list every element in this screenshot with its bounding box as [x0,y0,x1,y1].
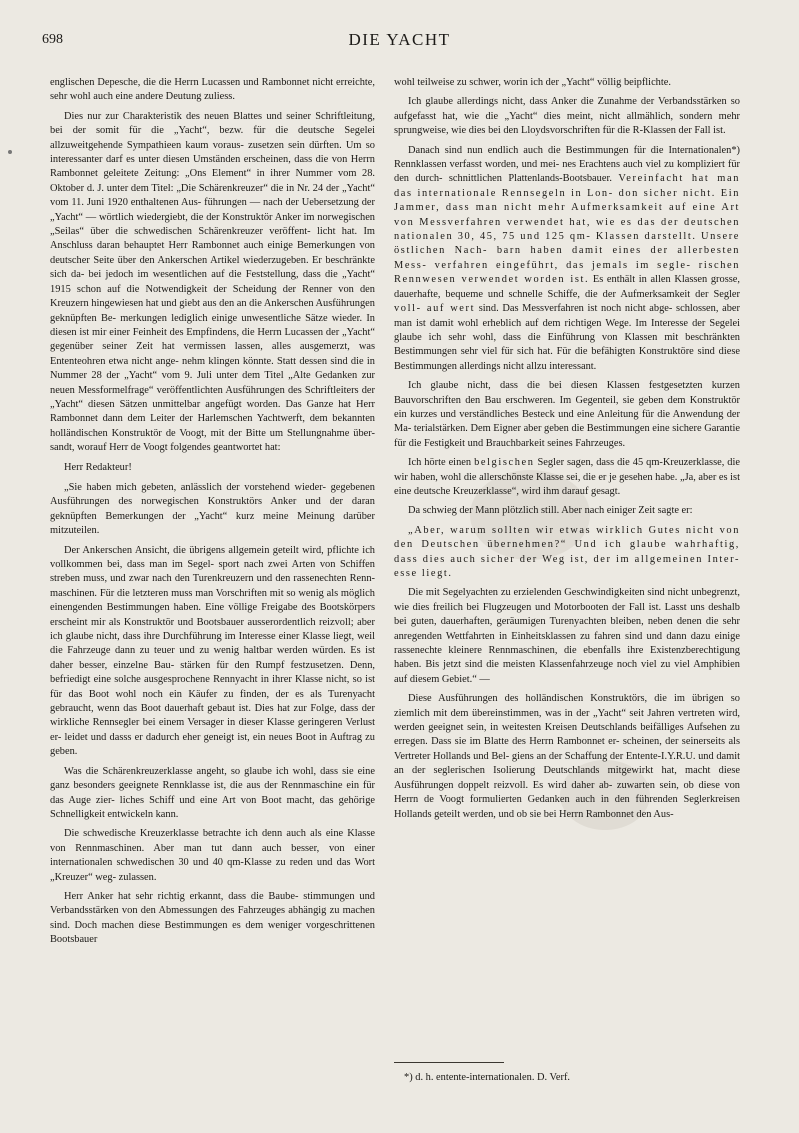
paragraph-text: Es enthält in allen Klassen grosse, dauerhafte, bequeme und schnelle Schiffe, die der Aufmerksamkeit der Segler [394,274,740,300]
paragraph: Diese Ausführungen des holländischen Konstruktörs, die im übrigen so ziemlich mit dem übereinstimmen, was in der „Yacht“ seit Jahren vertreten wird, werden geeignet sein, in weitesten Kreisen Deutschlands beifälliges Aufsehen zu erregen. Dass sie im Blatte des Herrn Rambonnet er- scheinen, der seinerseits als Vertreter Hollands und Bel- giens an der Schaffung der Entente-I.Y.R.U. und damit an der seglerischen Isolierung Deutschlands mitgewirkt hat, macht diese Ausführungen doppelt reizvoll. Es wird daher ab- zuwarten sein, ob diese von Herrn de Voogt formulierten Gedanken auch in den führenden Seglerkreisen Hollands geteilt werden, und ob sie bei Herrn Rambonnet den Aus- [394,693,740,820]
paragraph: Was die Schärenkreuzerklasse angeht, so glaube ich wohl, dass sie eine ganz besonders geeignete Rennklasse ist, die aus der Rennmaschine ein für das Auge zier- liches Schiff und eine Art von Boot macht, das gehörige Schnelligkeit entwickeln kann. [50,765,375,820]
paragraph: Da schwieg der Mann plötzlich still. Aber nach einiger Zeit sagte er: [408,505,693,517]
running-title: DIE YACHT [348,30,451,49]
paragraph: wohl teilweise zu schwer, worin ich der „Yacht“ völlig beipflichte. [394,77,671,88]
paragraph [394,456,740,499]
page-header [40,30,759,54]
footnote: *) d. h. entente-internationalen. D. Verf. [404,1072,571,1083]
paragraph: Der Ankerschen Ansicht, die übrigens allgemein geteilt wird, pflichte ich vollkommen bei, dass man im Segel- sport nach zwei Arten von Schiffen streben muss, und zwar nach den Turenkreuzern und den rassenechten Renn- maschinen. Für die letzteren muss man Vorschriften mit so wenig als möglich einengenden Bestimmungen haben. Eine völlige Freigabe des Bootskörpers erscheint mir als Konstruktör und Bootsbauer ausserordentlich reizvoll; aber ich glaube nicht, dass ihre Durchführung im Interesse einer Klasse liegt, weil die Fahrzeuge dann zu teuer und zu wenig haltbar werden würden. Es ist daher besser, einzelne Bau- stärken für den Rumpf festzusetzen. Denn, befriedigt eine solche ausgesprochene Rennyacht in ihrer Klasse nicht, so ist für das Boot wohl noch ein Käufer zu finden, der es als Turenyacht gebraucht, wenn das Boot dauerhaft gebaut ist. Dies hat zur Folge, dass der wirkliche Rennsegler bei einem Versager in dieser Klasse geringeren Verlust er- leidet und dasss er dadurch eher geneigt ist, ein neues Boot in Auftrag zu geben. [50,544,375,758]
page-number: 698 [42,32,63,47]
paragraph-text: Danach sind nun endlich auch die Bestimmungen für die Internationalen*) Rennklassen verfasst worden, und mei- nes Erachtens auch viel zu kompliziert für den durch- schnittlichen Plattenlands-Bootsbauer. [394,144,740,185]
margin-dot [8,150,12,154]
quoted-paragraph: „Aber, warum sollten wir etwas wirklich Gutes nicht von den Deutschen übernehmen?“ Und ich glaube wahrhaftig, dass dies auch sicher der Weg ist, der im allgemeinen Inter- esse liegt. [394,524,740,579]
spaced-emphasis: belgischen [474,457,535,469]
paragraph: Dies nur zur Charakteristik des neuen Blattes und seiner Schriftleitung, bei der somit für die „Yacht“, bezw. für die deutsche Segelei allzuweitgehende Sympathieen kaum voraus- zusetzen sein dürften. Um so interessanter darf es unter diesen Umständen erscheinen, dass die von Herrn Rambonnet geleitete Zeitung: „Ons Element“ in ihrer Nummer vom 28. Oktober d. J. unter dem Titel: „Die Schärenkreuzer“ die in Nr. 24 der „Yacht“ vom 11. Juni 1920 enthaltenen Aus- führungen — nach der Uebersetzung der „Yacht“ — wörtlich wiedergiebt, die der Konstruktör Anker im norwegischen „Seilas“ über die schwedischen Schärenkreuzer veröffent- licht hat. Im Anschluss daran behauptet Herr Rambonnet auch einige Bemerkungen von deutscher Seite über den Ankerschen Artikel wiederzugeben. Er beschränkte sich da- bei jedoch im wesentlichen auf die Feststellung, dass die „Yacht“ 1915 schon auf die Notwendigkeit der Scheidung der Renner von den Kreuzern hingewiesen hat und giebt aus den an die Ankerschen Ausführungen geknüpften Be- merkungen lediglich einige unwesentliche Sätze wieder. In diesen ist mir einer Feinheit des Empfindens, die Herrn Lucassen der „Yacht“ gegenüber seiner Zeit hat vermissen lassen, alles ausgemerzt, was Ententeohren etwa nicht ange- nehm klingen könnte. Statt dessen sind die in Nummer 28 der „Yacht“ vom 9. Juli unter dem Titel „Alte Gedanken zur neuen Messformelfrage“ veröffentlichten Ausführungen des Schriftleiters der „Yacht“ diesen Sätzen unmittelbar angefügt worden. Das Ganze hat Herr Rambonnet dann dem Leiter der Harlemschen Yachtwerft, dem bekannten holländischen Konstruktör de Voogt, mit der Bitte um Stellungnahme über- sandt, worauf Herr de Voogt folgendes geantwortet hat: [50,110,375,454]
paragraph: Die mit Segelyachten zu erzielenden Geschwindigkeiten sind nicht unbegrenzt, wie dies freilich bei Flugzeugen und Motorbooten der Fall ist. Lasst uns deshalb bei guten, dauerhaften, geräumigen Turenyachten bleiben, neben denen die sehr anregenden Wettfahrten in Einheitsklassen zu fahren sind und dann dazu einige rassenechte kleinere Rennmaschinen, die ebenfalls ihre Existenzberechtigung haben. Bis jetzt sind die meisten Klassenfahrzeuge noch viel zu viel Amphibien auf diesem Gebiet.“ — [394,587,740,685]
paragraph [394,144,740,375]
paragraph-text: Segler sagen, dass die 45 qm-Kreuzerklasse, die wir haben, wohl die allerschönste Klasse sei, die er je gesehen habe. „Ja, aber es ist eine deutsche Kreuzerklasse“, wird ihm darauf gesagt. [394,457,740,497]
right-column [394,76,740,827]
spaced-emphasis: voll- auf wert [394,303,476,315]
paragraph-text: Ich hörte einen [408,457,472,469]
paragraph-text: sind. Das Messverfahren ist noch nicht abge- schlossen, aber man ist damit wohl erheblich auf dem richtigen Wege. Im Interesse der Segelei glaube ich sehr wohl, dass die Einführung von Klassen mit beschränkten Bestimmungen sehr viel für sich hat. Für die befähigten Konstruktöre sind diese Bestimmungen allerdings nicht allzu interessant. [394,303,740,372]
paragraph: Die schwedische Kreuzerklasse betrachte ich denn auch als eine Klasse von Rennmaschinen. Aber man tut dann auch besser, von einer internationalen schwedischen 30 und 40 qm-Klasse zu reden und das Wort „Kreuzer“ weg- zulassen. [50,828,375,883]
spaced-emphasis: Vereinfacht hat man das internationale Rennsegeln in Lon- don sicher nicht. Ein Jammer, dass man nicht mehr Aufmerksamkeit auf eine Art von Messverfahren verwendet hat, wie es das der deutschen nationalen 30, 45, 75 und 125 qm- Klassen darstellt. Unsere östlichen Nach- barn haben damit eines der allerbesten Mess- verfahren eingeführt, das jemals im segle- rischen Rennwesen verwendet worden ist. [394,173,740,286]
paragraph: „Sie haben mich gebeten, anlässlich der vorstehend wieder- gegebenen Ausführungen des norwegischen Konstruktörs Anker und der daran geknüpften Bemerkungen der „Yacht“ kurz meine Meinung darüber mitzuteilen. [50,481,375,537]
paragraph: Herr Anker hat sehr richtig erkannt, dass die Baube- stimmungen und Verbandsstärken von den Abmessungen des Fahrzeuges abhängig zu machen sind. Doch machen diese Bestimmungen es dem weniger vorgeschrittenen Bootsbauer [50,890,375,946]
left-column [50,76,375,953]
salutation: Herr Redakteur! [64,461,132,473]
paragraph: Ich glaube allerdings nicht, dass Anker die Zunahme der Verbandsstärken so aufgefasst hat, wie die „Yacht“ dies meint, nicht allmählich, sondern mehr sprungweise, wie dies bei den Lloydsvorschriften für die R-Klassen der Fall ist. [394,96,740,137]
footnote-rule [394,1062,504,1063]
paragraph: englischen Depesche, die die Herrn Lucassen und Rambonnet nicht erreichte, sehr wohl auch eine andere Deutung zuliess. [50,77,375,103]
paragraph: Ich glaube nicht, dass die bei diesen Klassen festgesetzten kurzen Bauvorschriften den Bau erschweren. Im Gegenteil, sie geben dem Konstruktör ein kurzes und verständliches Besteck und eine Anleitung für die Anwendung der Ma- terialstärken. Dem Eigner aber geben die Bestimmungen eine sichere Garantie für die Festigkeit und Brauchbarkeit seines Fahrzeuges. [394,380,740,449]
